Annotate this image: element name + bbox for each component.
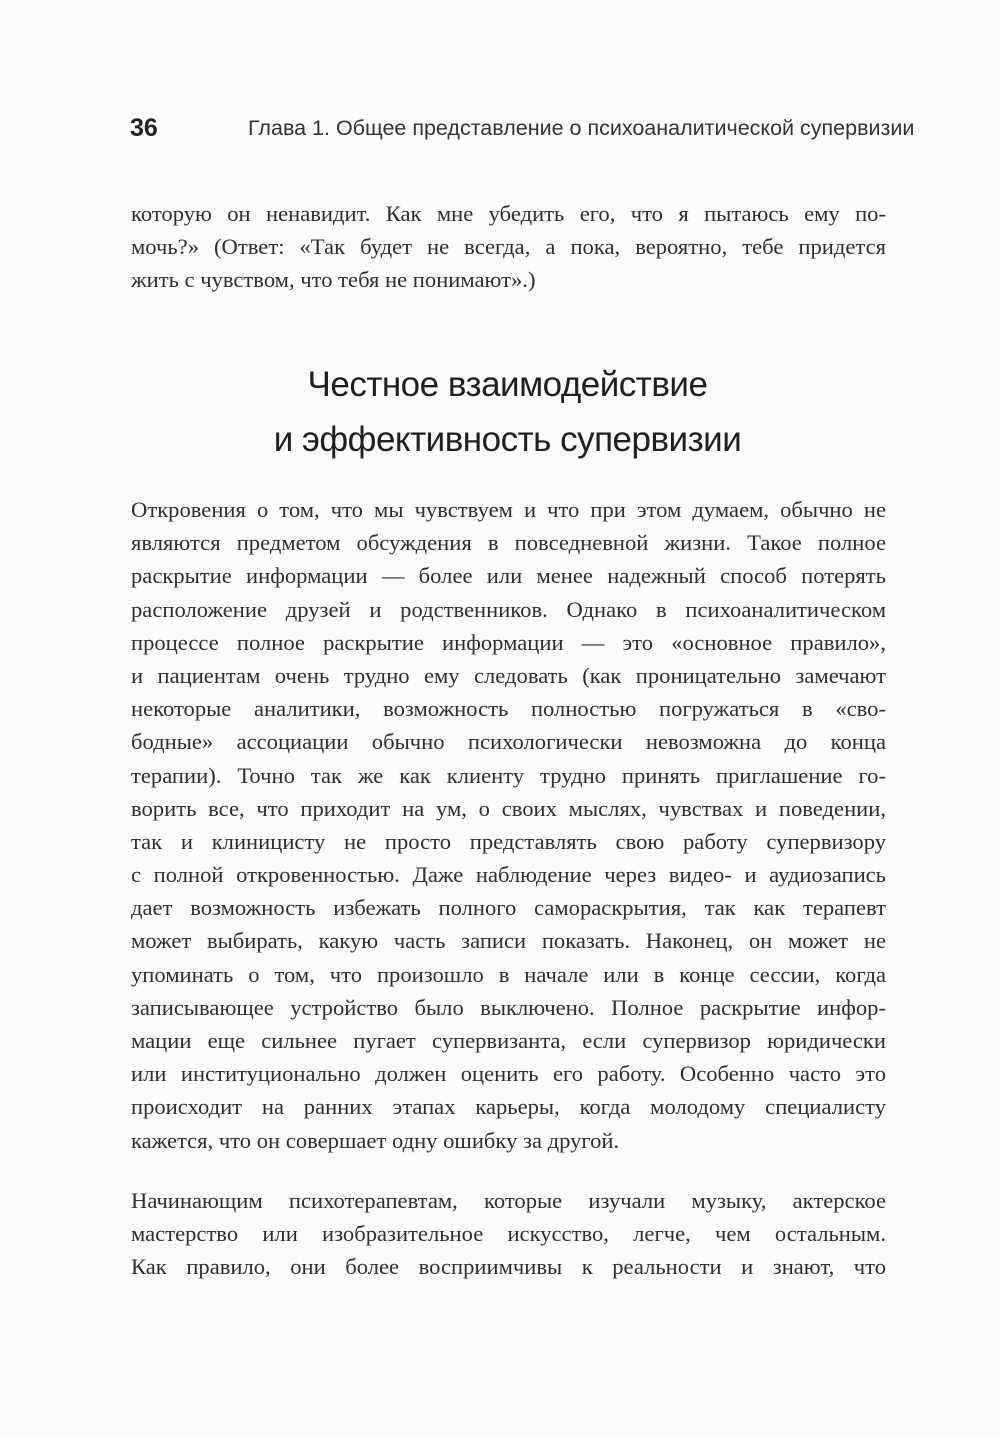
section-heading	[130, 357, 885, 467]
text-line: Откровения о том, что мы чувствуем и что при этом думаем, обычно не	[131, 497, 886, 522]
page-number: 36	[130, 114, 158, 142]
text-line: бодные» ассоциации обычно психологически невозможна до конца	[131, 729, 886, 755]
text-line: ворить все, что приходит на ум, о своих мыслях, чувствах и поведении,	[131, 795, 886, 821]
page-header	[130, 114, 915, 148]
intro-paragraph	[131, 197, 886, 297]
body-paragraph-1	[131, 493, 886, 1157]
text-line: раскрытие информации — более или менее надежный способ потерять	[131, 563, 886, 589]
text-line: Начинающим психотерапевтам, которые изучали музыку, актерское	[131, 1188, 886, 1213]
text-line: дает возможность избежать полного самораскрытия, так как терапевт	[131, 895, 886, 921]
text-line: или институционально должен оценить его работу. Особенно часто это	[131, 1061, 886, 1087]
text-line: жить с чувством, что тебя не понимают».)	[131, 267, 536, 293]
text-line: записывающее устройство было выключено. Полное раскрытие инфор-	[131, 994, 886, 1020]
text-line: кажется, что он совершает одну ошибку за другой.	[131, 1127, 620, 1153]
text-line: происходит на ранних этапах карьеры, когда молодому специалисту	[131, 1094, 886, 1120]
text-line: процессе полное раскрытие информации — это «основное правило»,	[131, 629, 886, 655]
text-line: и пациентам очень трудно ему следовать (как проницательно замечают	[131, 662, 886, 688]
text-line: так и клиницисту не просто представлять свою работу супервизору	[131, 828, 886, 854]
running-head: Глава 1. Общее представление о психоаналитической супервизии	[248, 116, 915, 140]
text-line: терапии). Точно так же как клиенту трудно принять приглашение го-	[131, 762, 886, 788]
body-paragraph-2	[131, 1184, 886, 1284]
text-line: некоторые аналитики, возможность полностью погружаться в «сво-	[131, 696, 886, 722]
text-line: которую он ненавидит. Как мне убедить его, что я пытаюсь ему по-	[131, 201, 886, 226]
heading-line: и эффективность супервизии	[273, 420, 742, 459]
text-line: Как правило, они более восприимчивы к реальности и знают, что	[131, 1254, 886, 1280]
text-line: с полной откровенностью. Даже наблюдение через видео- и аудиозапись	[131, 862, 886, 888]
text-line: мастерство или изобразительное искусство, легче, чем остальным.	[131, 1221, 886, 1247]
heading-line: Честное взаимодействие	[307, 365, 708, 404]
text-line: расположение друзей и родственников. Однако в психоаналитическом	[131, 596, 886, 622]
text-line: может выбирать, какую часть записи показать. Наконец, он может не	[131, 928, 886, 954]
text-line: являются предметом обсуждения в повседневной жизни. Такое полное	[131, 530, 886, 556]
text-line: мочь?» (Ответ: «Так будет не всегда, а пока, вероятно, тебе придется	[131, 234, 886, 260]
text-line: мации еще сильнее пугает супервизанта, если супервизор юридически	[131, 1028, 886, 1053]
text-line: упоминать о том, что произошло в начале или в конце сессии, когда	[131, 961, 886, 987]
